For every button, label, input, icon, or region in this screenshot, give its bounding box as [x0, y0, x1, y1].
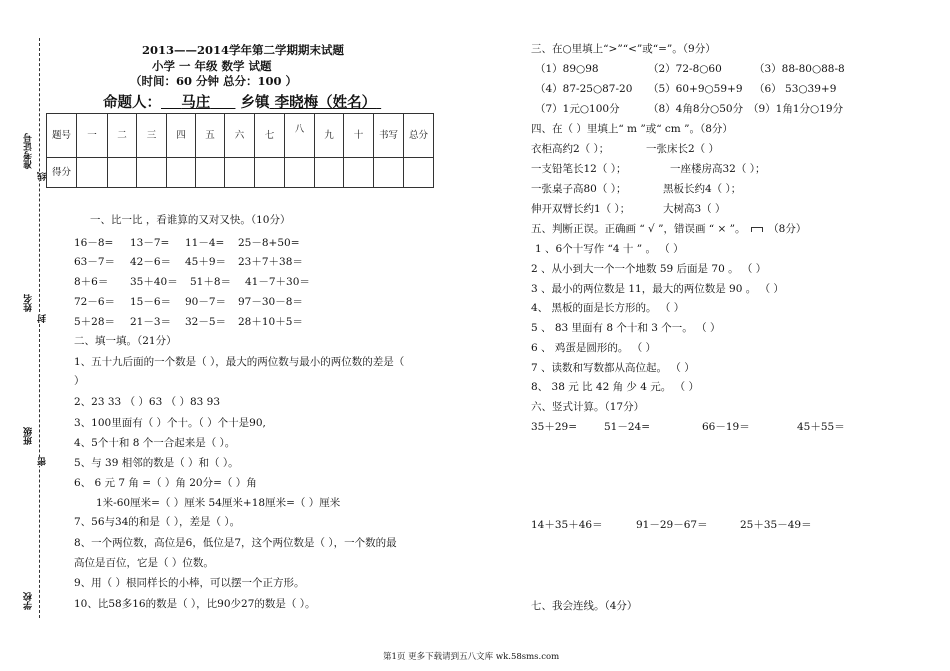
section-2-title: 二、填一填。（21分）	[74, 335, 177, 347]
judge-item: 3 、最小的两位数是 11，最大的两位数是 90 。 （ ）	[531, 283, 784, 295]
vertical-calc-item: 14＋35＋46＝	[531, 519, 603, 531]
author-town: 马庄	[181, 94, 211, 111]
author-label: 命题人：	[103, 94, 161, 111]
calc-item: 5＋28＝	[74, 316, 116, 328]
calc-item: 90－7＝	[185, 296, 227, 308]
vertical-calc-item: 66－19＝	[702, 421, 750, 433]
fill-item: 7、56与34的和是（ ），差是（ ）。	[74, 516, 241, 528]
score-cell[interactable]	[255, 158, 285, 188]
calc-item: 51＋8＝	[190, 276, 232, 288]
compare-item: （7）1元○100分	[535, 103, 620, 115]
calc-item: 32－5＝	[185, 316, 227, 328]
compare-item: （6） 53○39+9	[754, 83, 837, 95]
score-header-cell: 六	[225, 114, 255, 158]
calc-item: 35＋40＝	[130, 276, 178, 288]
fill-item: 3、100里面有（ ）个十。（ ）个十是90,	[74, 417, 266, 429]
seal-word-secret: 密	[38, 457, 48, 466]
unit-item: 一支铅笔长12（ ）；	[531, 163, 627, 175]
score-header-cell: 题号	[47, 114, 77, 158]
calc-item: 97－30－8＝	[238, 296, 303, 308]
score-cell[interactable]	[137, 158, 167, 188]
score-header-cell: 书写	[374, 114, 404, 158]
calc-item: 28＋10＋5＝	[238, 316, 303, 328]
exam-time-info: （时间：60 分钟 总分：100 ）	[130, 74, 298, 88]
score-table	[46, 113, 434, 188]
unit-item: 衣柜高约2（ ）；	[531, 143, 610, 155]
compare-item: （9）1角1分○19分	[748, 103, 844, 115]
fill-item: 高位是百位，它是（ ）位数。	[74, 557, 214, 569]
score-header-cell: 二	[108, 114, 137, 158]
calc-item: 16－8=	[74, 237, 114, 249]
judge-item: 4、 黑板的面是长方形的。 （ ）	[531, 302, 685, 314]
unit-item: 一座楼房高32（ ）；	[670, 163, 766, 175]
judge-item: 7 、读数和写数都从高位起。 （ ）	[531, 362, 695, 374]
score-header-cell: 十	[344, 114, 374, 158]
judge-item: 1 、6个十写作 “4 十 ” 。 （ ）	[535, 243, 684, 255]
score-cell[interactable]	[77, 158, 108, 188]
calc-item: 45＋9＝	[185, 256, 227, 268]
section-6-title: 六、竖式计算。（17分）	[531, 401, 645, 413]
page-footer: 第1页 更多下载请到五八文库 wk.58sms.com	[383, 652, 560, 662]
name-label: 姓名	[24, 294, 34, 312]
score-header-cell: 八	[285, 114, 315, 158]
fill-item: ）	[74, 375, 85, 387]
score-cell[interactable]	[374, 158, 404, 188]
calc-item: 25－8+50=	[238, 237, 300, 249]
fill-item: 8、一个两位数，高位是6，低位是7，这个两位数是（ ），一个数的最	[74, 537, 397, 549]
school-label: 学校	[24, 592, 34, 610]
calc-item: 13－7=	[130, 237, 170, 249]
calc-item: 41－7＋30＝	[245, 276, 310, 288]
bracket-mark	[751, 227, 763, 232]
section-5-title: 五、判断正误。正确画 “ √ ”，错误画 “ × ”。 （8分）	[531, 223, 807, 235]
calc-item: 8＋6＝	[74, 276, 109, 288]
author-name: 李晓梅（姓名）	[274, 94, 377, 111]
score-header-cell: 九	[315, 114, 344, 158]
score-cell[interactable]	[196, 158, 225, 188]
fill-item: 4、5个十和 8 个一合起来是（ ）。	[74, 437, 236, 449]
score-cell[interactable]	[167, 158, 196, 188]
score-cell[interactable]	[404, 158, 434, 188]
exam-title: 2013——2014学年第二学期期末试题	[142, 43, 345, 57]
section-1-title: 一、比一比 ，看谁算的又对又快。（10分）	[90, 214, 291, 226]
judge-item: 6 、 鸡蛋是圆形的。 （ ）	[531, 342, 657, 354]
score-cell[interactable]	[315, 158, 344, 188]
calc-item: 42－6＝	[130, 256, 172, 268]
fill-item: 1、五十九后面的一个数是（ ），最大的两位数与最小的两位数的差是（	[74, 356, 405, 368]
seal-word-line: 线	[38, 172, 48, 181]
score-cell[interactable]	[344, 158, 374, 188]
compare-item: （8）4角8分○50分	[648, 103, 744, 115]
vertical-calc-item: 25＋35－49＝	[740, 519, 812, 531]
score-header-cell: 总分	[404, 114, 434, 158]
fill-item: 9、用（ ）根同样长的小棒，可以摆一个正方形。	[74, 577, 305, 589]
calc-item: 11－4=	[185, 237, 225, 249]
exam-subtitle: 小学 一 年级 数学 试题	[152, 59, 272, 73]
score-header-cell: 三	[137, 114, 167, 158]
unit-item: 一张床长2（ ）	[646, 143, 720, 155]
compare-item: （2）72-8○60	[648, 63, 722, 75]
fill-item: 6、 6 元 7 角 =（ ）角 20分=（ ）角	[74, 477, 257, 489]
score-header-cell: 七	[255, 114, 285, 158]
binding-dashed-line	[39, 38, 40, 618]
score-header-cell: 一	[77, 114, 108, 158]
fill-item: 1米-60厘米=（ ）厘米 54厘米+18厘米=（ ）厘米	[96, 497, 341, 509]
score-header-cell: 五	[196, 114, 225, 158]
fill-item: 10、比58多16的数是（ ），比90少27的数是（ ）。	[74, 598, 316, 610]
compare-item: （5）60+9○59+9	[648, 83, 743, 95]
score-row-label: 得分	[47, 158, 77, 188]
section-4-title: 四、在（ ）里填上“ m ”或“ cm ”。（8分）	[531, 123, 733, 135]
calc-item: 63－7＝	[74, 256, 116, 268]
calc-item: 72－6＝	[74, 296, 116, 308]
score-cell[interactable]	[108, 158, 137, 188]
calc-item: 23＋7＋38＝	[238, 256, 303, 268]
class-label: 班级	[24, 427, 34, 445]
score-cell[interactable]	[225, 158, 255, 188]
author-line	[103, 91, 381, 112]
score-header-cell: 四	[167, 114, 196, 158]
section-3-title: 三、在○里填上“>”“<”或“=”。（9分）	[531, 43, 716, 55]
judge-item: 2 、从小到大一个一个地数 59 后面是 70 。 （ ）	[531, 263, 767, 275]
compare-item: （4）87-25○87-20	[535, 83, 633, 95]
fill-item: 5、与 39 相邻的数是（ ）和（ ）。	[74, 457, 239, 469]
unit-item: 大树高3（ ）	[663, 203, 726, 215]
calc-item: 15－6＝	[130, 296, 172, 308]
fill-item: 2、23 33 （ ）63 （ ）83 93	[74, 396, 221, 408]
vertical-calc-item: 51－24=	[604, 421, 651, 433]
vertical-calc-item: 91－29－67＝	[636, 519, 708, 531]
calc-item: 21－3＝	[130, 316, 172, 328]
unit-item: 一张桌子高80（ ）；	[531, 183, 627, 195]
vertical-calc-item: 35＋29=	[531, 421, 578, 433]
judge-item: 5 、 83 里面有 8 个十和 3 个一。 （ ）	[531, 322, 721, 334]
score-cell[interactable]	[285, 158, 315, 188]
section-7-title: 七、我会连线。（4分）	[531, 600, 638, 612]
vertical-calc-item: 45＋55＝	[797, 421, 845, 433]
unit-item: 黑板长约4（ ）；	[663, 183, 742, 195]
compare-item: （3）88-80○88-8	[754, 63, 845, 75]
exam-id-label: 准考证号	[24, 133, 34, 169]
judge-item: 8、 38 元 比 42 角 少 4 元。 （ ）	[531, 381, 699, 393]
unit-item: 伸开双臂长约1（ ）；	[531, 203, 631, 215]
author-suffix: 乡镇	[240, 94, 270, 111]
compare-item: （1）89○98	[535, 63, 599, 75]
seal-word-seal: 封	[38, 314, 48, 323]
